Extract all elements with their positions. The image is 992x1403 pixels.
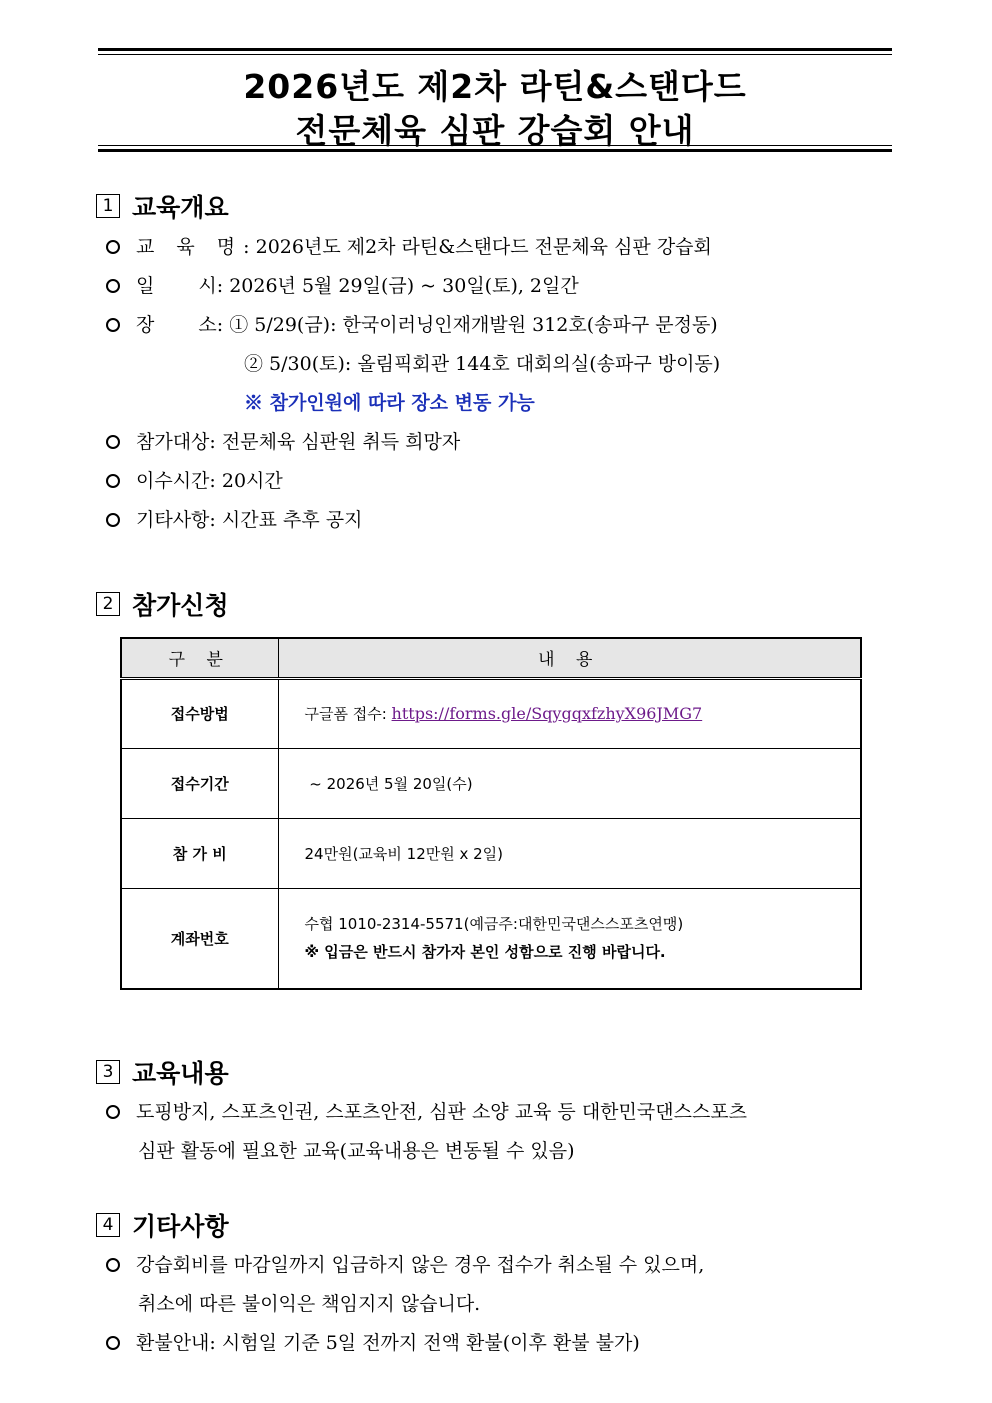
etc-item-cancellation-line-2 [138, 1291, 480, 1317]
page-title-line-1: 2026년도 제2차 라틴&스탠다드 [243, 67, 747, 106]
item-label: 일 시 [136, 275, 217, 297]
account-line: 수협 1010-2314-5571(예금주:대한민국댄스스포츠연맹) [304, 915, 684, 934]
item-label: 이수시간 [136, 470, 210, 492]
item-value: ② 5/30(토): 올림픽회관 144호 대회의실(송파구 방이동) [244, 353, 721, 375]
overview-item-date: 일 시: 2026년 5월 29일(금) ~ 30일(토), 2일간 [106, 273, 579, 299]
item-label: 기타사항 [136, 509, 210, 531]
etc-item-cancellation [106, 1252, 704, 1278]
circle-bullet-icon [106, 318, 120, 332]
table-row [121, 818, 861, 888]
row-value [278, 678, 861, 748]
application-table [120, 637, 862, 990]
deposit-note: ※ 입금은 반드시 참가자 본인 성함으로 진행 바랍니다. [304, 943, 666, 962]
circle-bullet-icon [106, 1336, 120, 1350]
item-value: 강습회비를 마감일까지 입금하지 않은 경우 접수가 취소될 수 있으며, [136, 1254, 705, 1276]
page-title-line-2: 전문체육 심판 강습회 안내 [295, 111, 695, 150]
row-value: ~ 2026년 5월 20일(수) [278, 748, 861, 818]
item-value: 전문체육 심판원 취득 희망자 [221, 431, 461, 453]
place-change-note [244, 390, 535, 416]
item-value: 2026년 5월 29일(금) ~ 30일(토), 2일간 [229, 275, 579, 297]
circle-bullet-icon [106, 513, 120, 527]
section-number-box: 3 [96, 1060, 120, 1084]
table-row [121, 888, 861, 989]
section-number-box: 4 [96, 1213, 120, 1237]
application-method-text: 구글폼 접수: [304, 705, 392, 723]
item-value: 취소에 따른 불이익은 책임지지 않습니다. [138, 1293, 481, 1315]
section-number-box: 2 [96, 592, 120, 616]
section-title: 교육내용 [132, 1059, 229, 1088]
item-value: 시간표 추후 공지 [221, 509, 363, 531]
item-value: ※ 참가인원에 따라 장소 변동 가능 [244, 392, 535, 414]
row-key: 계좌번호 [121, 888, 278, 989]
title-box [98, 48, 892, 152]
column-header-category: 구 분 [121, 638, 278, 678]
item-label: 참가대상 [136, 431, 210, 453]
table-row [121, 678, 861, 748]
google-form-link[interactable]: https://forms.gle/SqygqxfzhyX96JMG7 [391, 704, 703, 723]
section-1-heading [96, 188, 229, 224]
circle-bullet-icon [106, 1105, 120, 1119]
row-key: 접수기간 [121, 748, 278, 818]
overview-item-etc: 기타사항: 시간표 추후 공지 [106, 507, 362, 533]
section-4-heading [96, 1207, 229, 1243]
section-2-heading [96, 586, 229, 622]
circle-bullet-icon [106, 279, 120, 293]
overview-item-course-name: 교 육 명: 2026년도 제2차 라틴&스탠다드 전문체육 심판 강습회 [106, 234, 712, 260]
education-content-item [106, 1099, 747, 1125]
row-value [278, 888, 861, 989]
section-title: 교육개요 [132, 193, 229, 222]
section-title: 참가신청 [132, 591, 229, 620]
item-value: 환불안내: 시험일 기준 5일 전까지 전액 환불(이후 환불 불가) [136, 1332, 640, 1354]
item-label: 교 육 명 [136, 236, 244, 258]
table-row [121, 748, 861, 818]
overview-item-hours: 이수시간: 20시간 [106, 468, 283, 494]
item-value: 20시간 [221, 470, 283, 492]
circle-bullet-icon [106, 1258, 120, 1272]
table-header-row [121, 638, 861, 678]
column-header-content: 내 용 [278, 638, 861, 678]
item-value: 2026년도 제2차 라틴&스탠다드 전문체육 심판 강습회 [255, 236, 712, 258]
education-content-line-2 [138, 1138, 575, 1164]
section-title: 기타사항 [132, 1212, 229, 1241]
section-number-box: 1 [96, 194, 120, 218]
item-value: 도핑방지, 스포츠인권, 스포츠안전, 심판 소양 교육 등 대한민국댄스스포츠 [136, 1101, 748, 1123]
circle-bullet-icon [106, 240, 120, 254]
overview-item-target: 참가대상: 전문체육 심판원 취득 희망자 [106, 429, 460, 455]
item-value: 심판 활동에 필요한 교육(교육내용은 변동될 수 있음) [138, 1140, 575, 1162]
circle-bullet-icon [106, 474, 120, 488]
item-value: ① 5/29(금): 한국이러닝인재개발원 312호(송파구 문정동) [229, 314, 718, 336]
overview-item-place-2 [244, 351, 720, 377]
section-3-heading [96, 1054, 229, 1090]
overview-item-place: 장 소: ① 5/29(금): 한국이러닝인재개발원 312호(송파구 문정동) [106, 312, 718, 338]
item-label: 장 소 [136, 314, 217, 336]
row-key: 접수방법 [121, 678, 278, 748]
row-key: 참 가 비 [121, 818, 278, 888]
circle-bullet-icon [106, 435, 120, 449]
etc-item-refund [106, 1330, 640, 1356]
row-value: 24만원(교육비 12만원 x 2일) [278, 818, 861, 888]
